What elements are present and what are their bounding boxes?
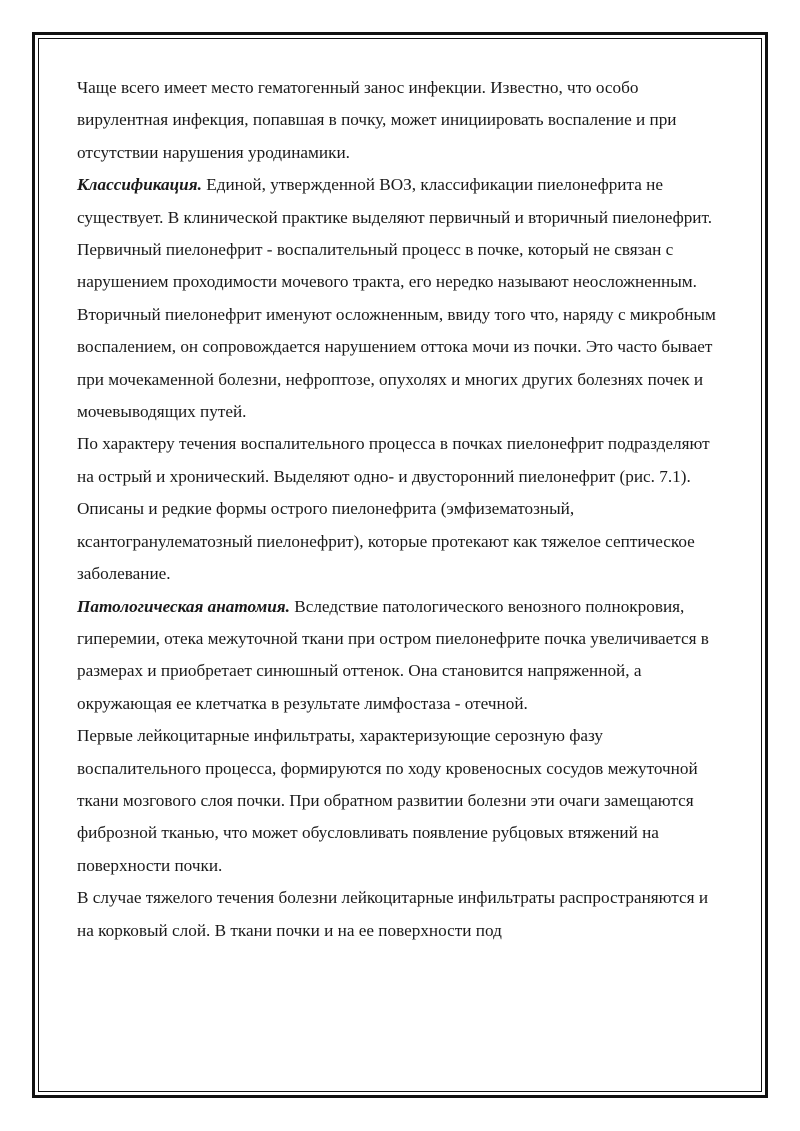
section-heading-classification: Классификация. [77,175,202,195]
paragraph-text: Единой, утвержденной ВОЗ, классификации пиелонефрита не существует. В клинической практике выделяют первичный и вторичный пиелонефрит. Первичный пиелонефрит - воспалительный процесс в почке, который не связан с нарушением проходимости мочевого тракта, его нередко называют неосложненным. Вторичный пиелонефрит именуют осложненным, ввиду того что, наряду с микробным воспалением, он сопровождается нарушением оттока мочи из почки. Это часто бывает при мочекаменной болезни, нефроптозе, опухолях и многих других болезнях почек и мочевыводящих путей. [77,175,716,422]
paragraph-severe-course [77,882,727,947]
paragraph-text: По характеру течения воспалительного процесса в почках пиелонефрит подразделяют на острый и хронический. Выделяют одно- и двусторонний пиелонефрит (рис. 7.1). [77,434,710,486]
paragraph-classification [77,169,727,428]
paragraph-text: Вследствие патологического венозного полнокровия, гиперемии, отека межуточной ткани при остром пиелонефрите почка увеличивается в размерах и приобретает синюшный оттенок. Она становится напряженной, а окружающая ее клетчатка в результате лимфостаза - отечной. [77,596,709,713]
paragraph-pathological-anatomy [77,591,727,721]
paragraph-course-type [77,428,727,493]
paragraph-leukocyte-infiltrates [77,720,727,882]
paragraph-text: Чаще всего имеет место гематогенный занос инфекции. Известно, что особо вирулентная инфекция, попавшая в почку, может инициировать воспаление и при отсутствии нарушения уродинамики. [77,78,677,162]
paragraph-hematogenous-infection [77,72,727,169]
section-heading-pathological-anatomy: Патологическая анатомия. [77,596,290,616]
paragraph-text: Описаны и редкие формы острого пиелонефрита (эмфизематозный, ксантогранулематозный пиелонефрит), которые протекают как тяжелое септическое заболевание. [77,499,695,584]
document-body [77,72,727,947]
paragraph-rare-forms [77,493,727,590]
paragraph-text: Первые лейкоцитарные инфильтраты, характеризующие серозную фазу воспалительного процесса, формируются по ходу кровеносных сосудов межуточной ткани мозгового слоя почки. При обратном развитии болезни эти очаги замещаются фиброзной тканью, что может обусловливать появление рубцовых втяжений на поверхности почки. [77,726,698,875]
paragraph-text: В случае тяжелого течения болезни лейкоцитарные инфильтраты распространяются и на корковый слой. В ткани почки и на ее поверхности под [77,888,709,940]
